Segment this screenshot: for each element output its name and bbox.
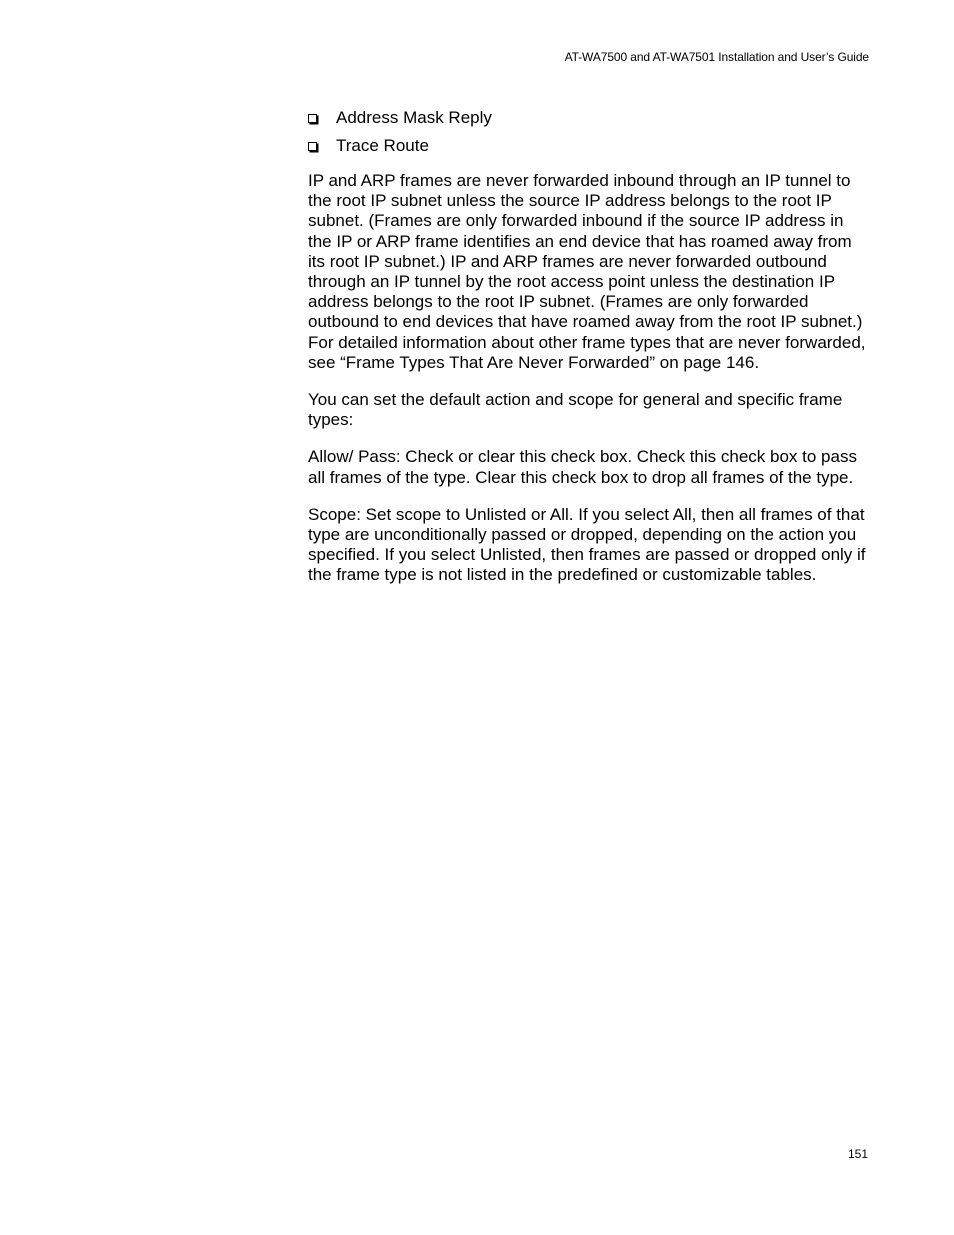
page-content [308, 107, 870, 586]
list-item [308, 135, 870, 157]
checkbox-bullet-icon [308, 142, 317, 151]
paragraph-default-action: You can set the default action and scope for general and specific frame types: [308, 390, 843, 430]
paragraph-scope: Scope: Set scope to Unlisted or All. If you select All, then all frames of that type are unconditionally passed or dropped, depending on the action you specified. If you select Unlisted, then frames are passed or dropped only if the frame type is not listed in the predefined or customizable tables. [308, 504, 866, 585]
page-number: 151 [847, 1147, 868, 1161]
checkbox-bullet-icon [308, 114, 317, 123]
paragraph-forwarding-rules: IP and ARP frames are never forwarded inbound through an IP tunnel to the root IP subnet unless the source IP address belongs to the root IP subnet. (Frames are only forwarded inbound if the source IP address in the IP or ARP frame identifies an end device that has roamed away from its root IP subnet.) IP and ARP frames are never forwarded outbound through an IP tunnel by the root access point unless the destination IP address belongs to the root IP subnet. (Frames are only forwarded outbound to end devices that have roamed away from the root IP subnet.) For detailed information about other frame types that are never forwarded, see “Frame Types That Are Never Forwarded” on page 146. [308, 171, 866, 372]
list-item [308, 107, 870, 129]
paragraph-allow-pass: Allow/ Pass: Check or clear this check box. Check this check box to pass all frames of the type. Clear this check box to drop all frames of the type. [308, 447, 857, 487]
list-item-label: Trace Route [336, 136, 429, 155]
list-item-label: Address Mask Reply [336, 108, 492, 127]
running-header: AT-WA7500 and AT-WA7501 Installation and User’s Guide [564, 50, 869, 64]
bullet-list [308, 107, 870, 157]
